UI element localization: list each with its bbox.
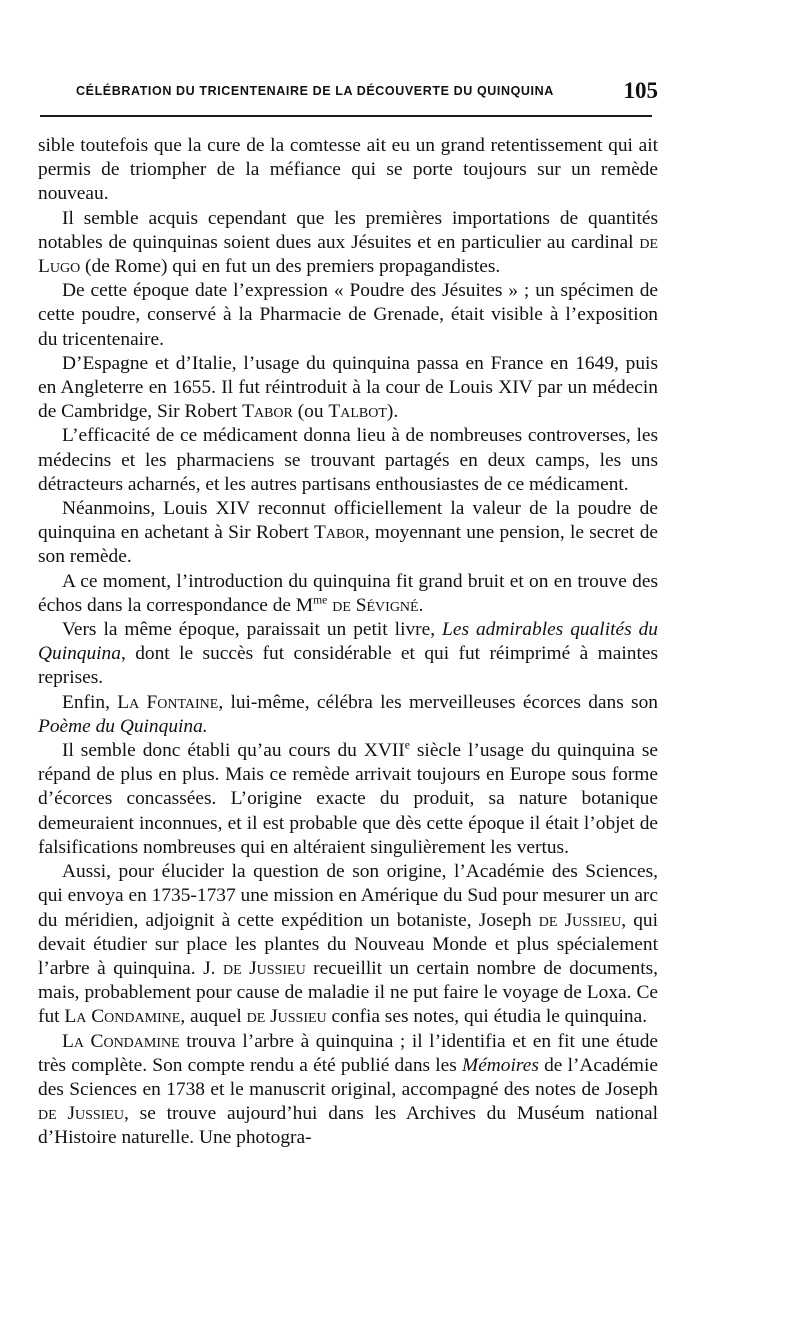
- paragraph: [38, 1030, 658, 1151]
- paragraph: [38, 860, 658, 1029]
- text-run: , se trouve aujourd’hui dans les Archives du Muséum national d’Histoire naturelle. Une photogra-: [38, 1103, 658, 1149]
- paragraph: [38, 739, 658, 860]
- paragraph: [38, 618, 658, 691]
- text-run: , dont le succès fut considérable et qui fut réimprimé à maintes reprises.: [38, 643, 658, 689]
- proper-name: de Sévigné: [332, 594, 419, 616]
- text-run: siècle l’usage du quinquina se répand de plus en plus. Mais ce remède arrivait toujours en Europe sous forme d’écorces concassées. L’origine exacte du produit, sa nature botanique demeuraient inconnues, et il est probable que dès cette époque il était l’objet de falsifications nombreuses qui en altéraient singulièrement les vertus.: [38, 740, 658, 858]
- paragraph: [38, 424, 658, 497]
- text-run: trouva l’arbre à quinquina ; il l’identifia et en fit une étude très complète. Son compte rendu a été publié dans les: [38, 1030, 658, 1076]
- text-run: Néanmoins, Louis XIV reconnut officiellement la valeur de la poudre de quinquina en achetant à Sir Robert: [38, 498, 658, 544]
- text-run: Aussi, pour élucider la question de son origine, l’Académie des Sciences, qui envoya en 1735-1737 une mission en Amérique du Sud pour mesurer un arc du méridien, adjoignit à cette expédition un botaniste, Joseph: [38, 861, 658, 931]
- paragraph: [38, 134, 658, 207]
- text-run: (ou: [292, 401, 329, 423]
- text-run: , auquel: [180, 1006, 247, 1028]
- paragraph: [38, 691, 658, 739]
- text-run: Il semble donc établi qu’au cours du XVII: [62, 740, 405, 762]
- proper-name: Tabor: [242, 401, 293, 423]
- proper-name: La Condamine: [64, 1006, 181, 1028]
- text-run: recueillit un certain nombre de documents, mais, probablement pour cause de maladie il ne put faire le voyage de Loxa. Ce fut: [38, 957, 658, 1028]
- body-text: [38, 134, 658, 1151]
- text-run: , moyennant une pension, le secret de son remède.: [38, 522, 658, 568]
- superscript: me: [313, 593, 328, 607]
- text-run: de l’Académie des Sciences en 1738 et le manuscrit original, accompagné des notes de Joseph: [38, 1054, 659, 1100]
- paragraph: [38, 497, 658, 570]
- text-run: confia ses notes, qui étudia le quinquina.: [326, 1006, 648, 1028]
- text-run: D’Espagne et d’Italie, l’usage du quinquina passa en France en 1649, puis en Angleterre en 1655. Il fut réintroduit à la cour de Louis XIV par un médecin de Cambridge, Sir Robert: [38, 352, 658, 423]
- text-run: Il semble acquis cependant que les premières importations de quantités notables de quinquinas soient dues aux Jésuites et en particulier au cardinal: [38, 207, 658, 253]
- title-italic: Les admirables qualités du Quinquina: [38, 619, 658, 665]
- paragraph: [38, 570, 658, 618]
- proper-name: La Condamine: [62, 1030, 180, 1052]
- text-run: , qui devait étudier sur place les plantes du Nouveau Monde et plus spécialement l’arbre à quinquina. J.: [38, 909, 658, 979]
- paragraph: [38, 207, 658, 280]
- proper-name: Tabor: [314, 522, 365, 544]
- text-run: A ce moment, l’introduction du quinquina fit grand bruit et on en trouve des échos dans la correspondance de M: [38, 570, 658, 616]
- paragraph: [38, 279, 658, 352]
- header-rule: [40, 115, 652, 117]
- page-header: [36, 80, 658, 106]
- text-run: Vers la même époque, paraissait un petit livre,: [62, 619, 443, 641]
- superscript: e: [404, 738, 410, 752]
- text-run: sible toutefois que la cure de la comtesse ait eu un grand retentissement qui ait permis de triompher de la méfiance qui se porte toujours sur un remède nouveau.: [38, 135, 658, 205]
- text-run: De cette époque date l’expression « Poudre des Jésuites » ; un spécimen de cette poudre, conservé à la Pharmacie de Grenade, était visible à l’exposition du tricentenaire.: [38, 280, 658, 350]
- text-run: .: [418, 594, 424, 616]
- paragraph: [38, 352, 658, 425]
- text-run: Enfin,: [62, 691, 118, 713]
- running-title: CÉLÉBRATION DU TRICENTENAIRE DE LA DÉCOUVERTE DU QUINQUINA: [76, 84, 554, 98]
- proper-name: de Lugo: [38, 231, 658, 278]
- title-italic: Mémoires: [462, 1054, 539, 1076]
- proper-name: de Jussieu: [246, 1006, 327, 1028]
- text-run: L’efficacité de ce médicament donna lieu à de nombreuses controverses, les médecins et les pharmaciens se trouvant partagés en deux camps, les uns détracteurs acharnés, et les autres partisans enthousiastes de ce médicament.: [38, 425, 658, 495]
- text-run: ).: [386, 401, 399, 423]
- page-number: 105: [623, 78, 658, 103]
- proper-name: La Fontaine: [117, 691, 219, 713]
- proper-name: de Jussieu: [222, 957, 306, 979]
- text-run: (de Rome) qui en fut un des premiers propagandistes.: [80, 256, 501, 278]
- proper-name: Talbot: [328, 401, 387, 423]
- proper-name: de Jussieu: [538, 909, 622, 931]
- title-italic: Poème du Quinquina.: [38, 715, 208, 737]
- proper-name: de Jussieu: [38, 1103, 125, 1125]
- text-run: , lui-même, célébra les merveilleuses écorces dans son: [218, 691, 658, 713]
